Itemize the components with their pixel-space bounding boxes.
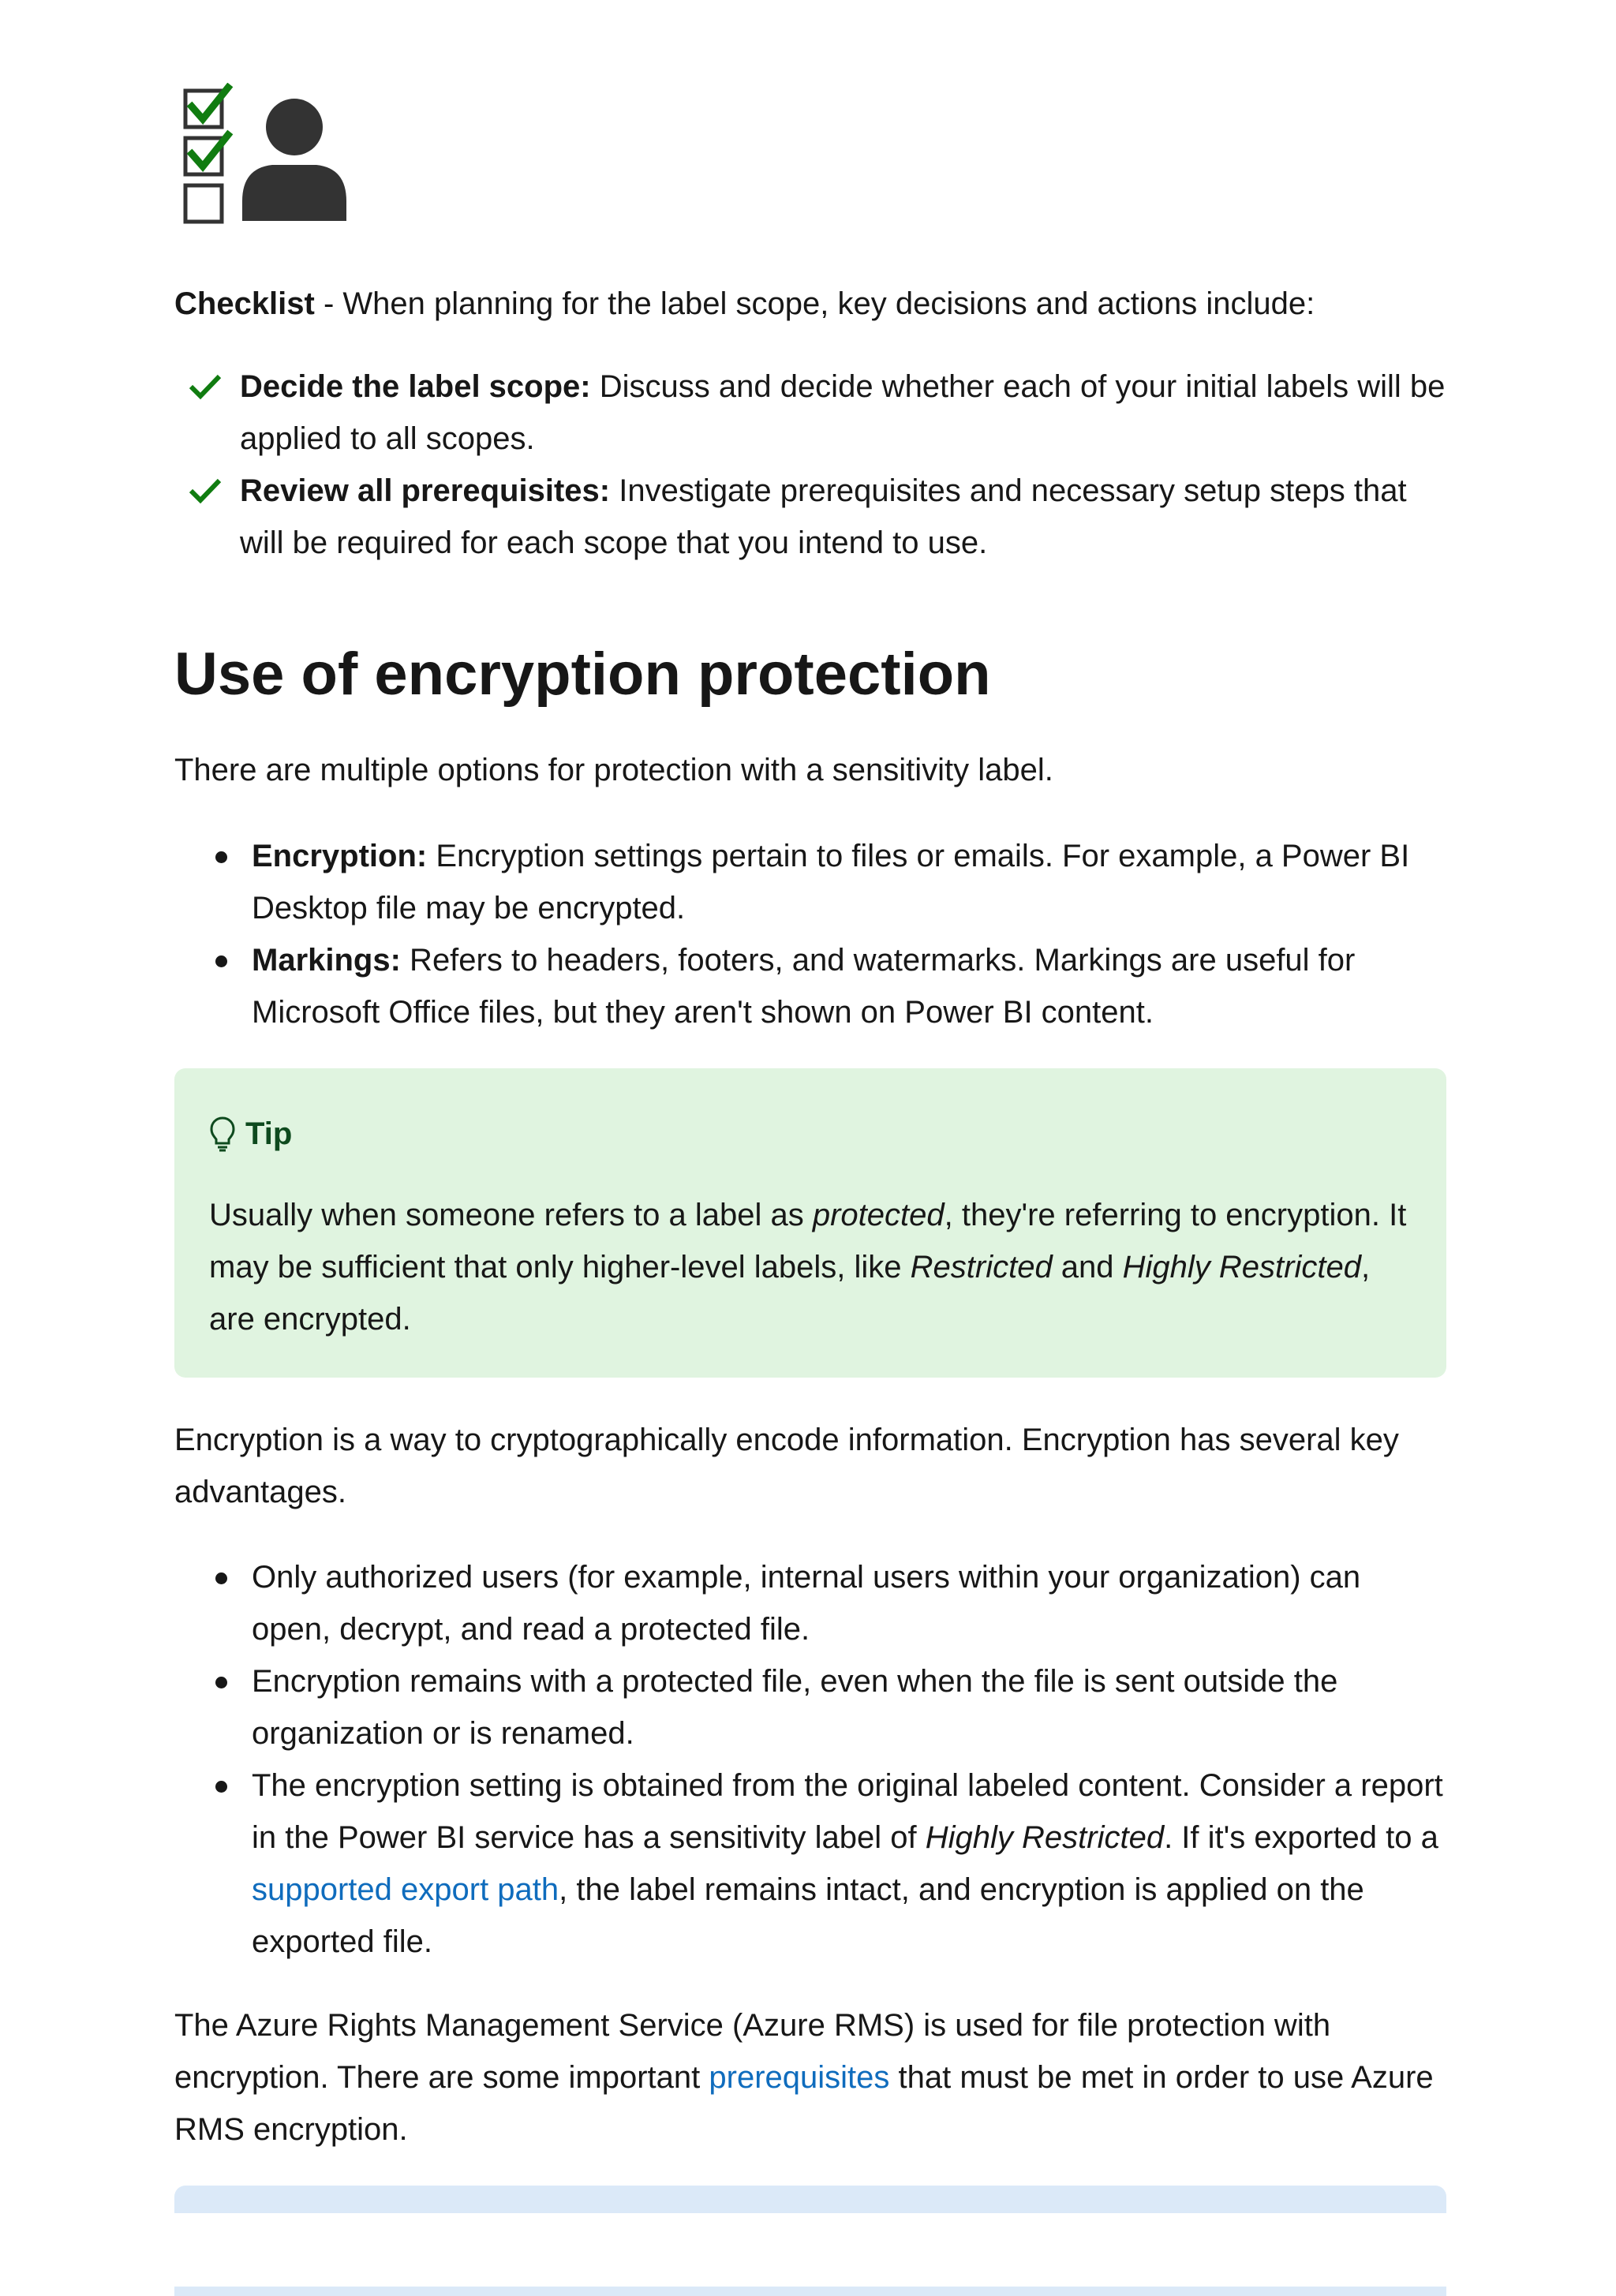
bullet-dot (215, 1781, 227, 1793)
encryption-intro: Encryption is a way to cryptographically encode information. Encryption has several key advantages. (174, 1423, 1399, 1509)
checklist-item: Review all prerequisites: Investigate prerequisites and necessary setup steps that will be required for each scope that you intend to use. (174, 465, 1446, 569)
bullet-dot (215, 1572, 227, 1584)
bullet-dot (215, 851, 227, 863)
tip-title: Tip (245, 1116, 293, 1151)
protection-options-list (174, 830, 1446, 1038)
checklist-item: Decide the label scope: Discuss and decide whether each of your initial labels will be applied to all scopes. (174, 361, 1446, 465)
list-item: Markings: Refers to headers, footers, and watermarks. Markings are useful for Microsoft Office files, but they aren't shown on Power BI content. (174, 934, 1446, 1038)
section-heading: Use of encryption protection (174, 641, 991, 708)
checklist-person-icon (178, 83, 353, 225)
checklist (174, 361, 1446, 569)
bullet-dot (215, 1677, 227, 1688)
supported-export-path-link[interactable]: supported export path (252, 1872, 559, 1907)
lightbulb-icon (209, 1116, 236, 1152)
azure-rms-paragraph: The Azure Rights Management Service (Azure RMS) is used for file protection with encryption. There are some important prerequisites that must be met in order to use Azure RMS encryption. (174, 2008, 1434, 2147)
list-item: Encryption remains with a protected file, even when the file is sent outside the organization or is renamed. (174, 1655, 1446, 1759)
page-bottom-margin (0, 2213, 1616, 2287)
checklist-intro: Checklist - When planning for the label scope, key decisions and actions include: (174, 286, 1315, 321)
checkmark-icon (189, 477, 222, 504)
bullet-dot (215, 955, 227, 967)
encryption-advantages-list (174, 1551, 1446, 1968)
tip-callout (174, 1068, 1446, 1378)
checkmark-icon (189, 373, 222, 400)
list-item: The encryption setting is obtained from the original labeled content. Consider a report in the Power BI service has a sensitivity label of Highly Restricted. If it's exported to a supported export path, the label remains intact, and encryption is applied on the exported file. (174, 1759, 1446, 1968)
list-item: Only authorized users (for example, internal users within your organization) can open, decrypt, and read a protected file. (174, 1551, 1446, 1655)
prerequisites-link[interactable]: prerequisites (709, 2060, 890, 2095)
section-intro: There are multiple options for protection with a sensitivity label. (174, 753, 1053, 787)
tip-text: Usually when someone refers to a label as protected, they're referring to encryption. It may be sufficient that only higher-level labels, like Restricted and Highly Restricted, are encrypted. (209, 1198, 1407, 1337)
tip-header (209, 1108, 292, 1160)
list-item: Encryption: Encryption settings pertain to files or emails. For example, a Power BI Desktop file may be encrypted. (174, 830, 1446, 934)
